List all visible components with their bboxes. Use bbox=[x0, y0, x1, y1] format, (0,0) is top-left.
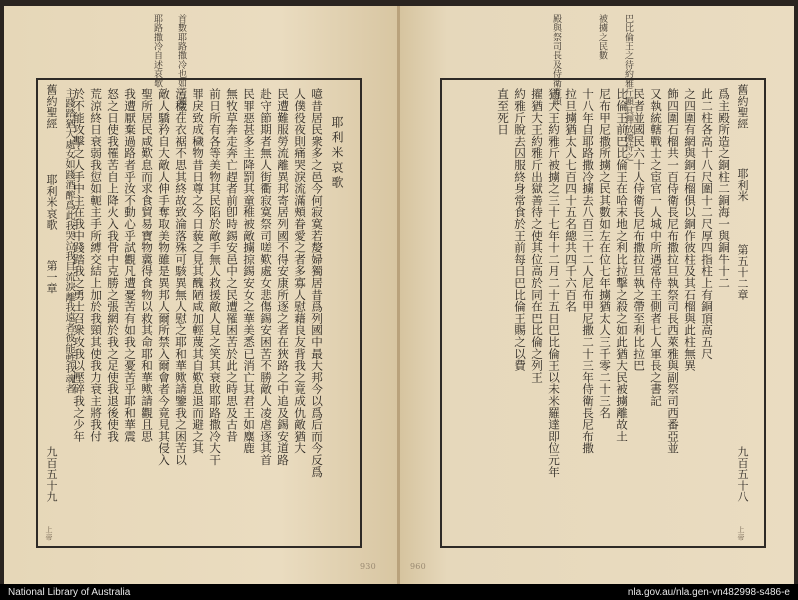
page-number: 九百五十八 bbox=[736, 446, 749, 502]
running-book: 耶利米 bbox=[736, 168, 749, 202]
body-line: 民罪惡甚多主降罰其童稚被敵擄掠錫安女之華美悉已消亡其君王如麋鹿 bbox=[242, 88, 256, 454]
bottom-mark: 上帝 bbox=[737, 526, 745, 541]
stray-mark: 960 bbox=[410, 562, 426, 571]
body-line: 人僕役夜則痛哭淚流滿頰眷愛之者多寡人慰藉良友背我之竟成仇敵猶大 bbox=[293, 88, 307, 454]
body-line: 聖所居民咸歎息而求食貿易寶物冀得食物以救其命耶和華歟請觀且思 bbox=[140, 88, 154, 442]
body-line: 爲主殿所造之銅柱二銅海一與銅牛十二 bbox=[717, 88, 731, 289]
body-line: 噫昔居民衆多之邑今何寂寞若嫠婦獨居昔爲列國中最大邦今以爲后而今反爲 bbox=[310, 88, 324, 478]
body-line: 我遭厭棄過路者乎汝不動心乎試觀凡遭憂苦有如我之憂苦乎耶和華震 bbox=[123, 88, 137, 442]
body-line: 又執統轄戰士之宦官一人城中所遇常侍王側者七人軍長之書記 bbox=[649, 88, 663, 407]
left-page bbox=[4, 6, 398, 584]
body-line: 敵人驕矜自大敵人伸手奪取美物雖是異邦人爾所禁入爾會者今竟見其侵入 bbox=[157, 88, 171, 466]
attribution-bar bbox=[0, 584, 798, 600]
page-number: 九百五十九 bbox=[45, 446, 58, 502]
body-line: 無牧草奔走奔亡趕者前卽時錫安邑中之民遭罹困苦於此之時思及古昔 bbox=[225, 88, 239, 442]
running-chapter: 第五十二章 bbox=[736, 244, 749, 300]
source-url[interactable]: nla.gov.au/nla.gen-vn482998-s486-e bbox=[627, 586, 790, 598]
body-line: 罪戾致成穢物昔日尊之今日藐之見其醜陋咸加輕蔑其自歎息退而避之其 bbox=[191, 88, 205, 454]
body-line: 之四圍有網與銅石榴俱以銅作彼柱及其石榴與此柱無異 bbox=[683, 88, 697, 372]
body-line: 擢猶大王約雅斤出獄善待之使其位高於同在巴比倫之列王 bbox=[530, 88, 544, 383]
body-line: 民者並國民六十人侍衛長尼布撒拉旦執之帶至利比拉巴 bbox=[632, 88, 646, 372]
margin-note-3: 巴比倫王之待約雅斤顯其釋放優待之 bbox=[623, 14, 633, 162]
body-line: 拉旦擄猶太人七百四十五名總共四千六百名 bbox=[564, 88, 578, 313]
running-title: 舊約聖經 bbox=[736, 84, 749, 129]
margin-note-1: 耶路撒冷自述哀歌 bbox=[152, 14, 162, 88]
body-line: 十八年自耶路撒冷擄去八百三十二人尼布甲尼撒二十三年侍衛長尼布撒 bbox=[581, 88, 595, 454]
margin-note-1: 殿與祭司長及侍衛首領 bbox=[551, 14, 561, 106]
bottom-mark: 上帝 bbox=[45, 526, 53, 541]
body-line: 污穢在衣裾不思其終故致淪落殊可駭異無人慰之耶和華歟請鑒我之困苦以 bbox=[174, 88, 188, 466]
body-line: 比倫王前巴比倫王在哈末地之利比拉擊之殺之如此猶大民被擄離故土 bbox=[615, 88, 629, 442]
book-spread bbox=[4, 6, 794, 584]
body-line: 前日所有各等美物其民陷於敵手無人救援敵人見之笑其衰敗耶路撒冷大干 bbox=[208, 88, 222, 466]
body-line: 此二柱各高十八尺圍十二尺厚四指柱上有銅頂高五尺 bbox=[700, 88, 714, 360]
right-page bbox=[400, 6, 794, 584]
running-book: 耶利米哀歌 bbox=[45, 174, 58, 230]
body-line: 飾四圍石榴共一百侍衛長尼布撒拉旦執祭司長西萊雅與副祭司西番亞並 bbox=[666, 88, 680, 454]
body-line: 猶大王約雅斤被擄之三十七年十二月二十五日巴比倫王以未米羅達即位元年 bbox=[547, 88, 561, 478]
chapter-title: 耶利米哀歌 bbox=[330, 116, 344, 191]
body-line: 主踐踏猶大處女如踐酒醡爲此我哭泣我目流淚離我遠者彼能甦我魂者 bbox=[63, 88, 74, 394]
body-line: 赴守節期者無人街衢寂寞祭司嗟歎處女悲傷錫安困苦不勝敵人凌虐逐其首 bbox=[259, 88, 273, 466]
body-line: 荒涼終日衰弱我愆如軛主手所縛交結上加於我頸其使我力衰主將我付 bbox=[89, 88, 103, 442]
body-line: 於不能攻擊之人手中主在我中踐踏我之勇士召衆攻我以壓碎我之少年 bbox=[72, 88, 86, 442]
library-credit: National Library of Australia bbox=[8, 586, 131, 598]
body-line: 直至死日 bbox=[496, 88, 510, 136]
body-line: 怒之日使我罹苦自上降火入我骨中克勝之張網於我之足使我退後使我 bbox=[106, 88, 120, 442]
body-line: 約雅斤脫去囚服終身常食於王前每日巴比倫王賜之以費 bbox=[513, 88, 527, 372]
margin-note-2: 首數耶路撒冷也如苦艱辛 bbox=[176, 14, 186, 116]
running-chapter: 第一章 bbox=[45, 260, 58, 294]
body-line: 民遭難服勞流離異邦寄居列國不得安康所逐之者在狹路之中追及錫安道路 bbox=[276, 88, 290, 466]
stray-mark: 930 bbox=[360, 562, 376, 571]
margin-note-2: 被擄之民數 bbox=[597, 14, 607, 60]
running-title: 舊約聖經 bbox=[45, 84, 58, 129]
body-line: 尼布甲尼撒所擄之民其數如左在位七年擄猶太人三千零二十三名 bbox=[598, 88, 612, 419]
